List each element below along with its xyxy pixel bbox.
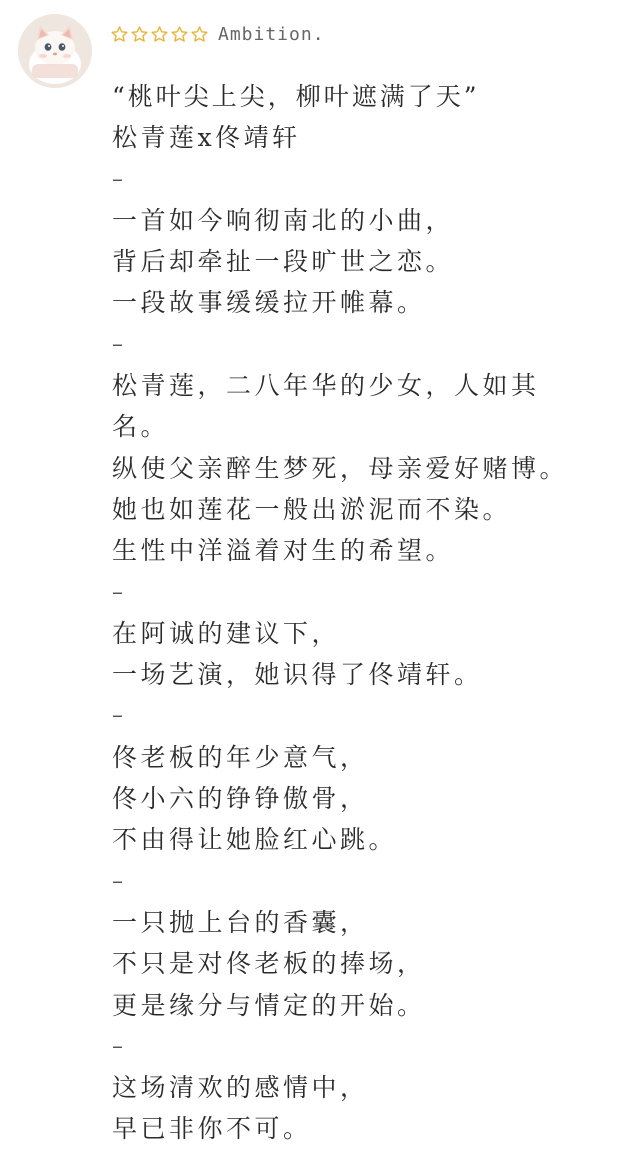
username[interactable]: Ambition. [218, 23, 325, 45]
post-line: 佟老板的年少意气， [112, 742, 369, 772]
star-icon [170, 25, 189, 44]
post-line: 更是缘分与情定的开始。 [112, 990, 426, 1020]
post-line: 一首如今响彻南北的小曲， [112, 205, 455, 235]
section-divider: – [112, 166, 123, 192]
author-meta [110, 20, 325, 48]
star-icon [130, 25, 149, 44]
kitten-avatar-icon [18, 14, 92, 88]
post-line: 不由得让她脸红心跳。 [112, 825, 398, 855]
post-line: 生性中洋溢着对生的希望。 [112, 536, 455, 566]
post-line: 松青莲，二八年华的少女，人如其 [112, 371, 540, 401]
section-divider: – [112, 1033, 123, 1059]
avatar[interactable] [18, 14, 92, 88]
post-line: 背后却牵扯一段旷世之恋。 [112, 247, 455, 277]
section-divider: – [112, 703, 123, 729]
star-icon [110, 25, 129, 44]
section-divider: – [112, 868, 123, 894]
post-line: 纵使父亲醉生梦死，母亲爱好赌博。 [112, 453, 569, 483]
post-line: 一只抛上台的香囊， [112, 907, 369, 937]
post-line: 名。 [112, 412, 170, 442]
post-line: 一段故事缓缓拉开帷幕。 [112, 288, 426, 318]
star-icon [190, 25, 209, 44]
post-body [112, 76, 632, 1150]
star-icon [150, 25, 169, 44]
post-line: “桃叶尖上尖，柳叶遮满了天” [112, 82, 480, 111]
post-line: 松青莲x佟靖轩 [112, 123, 301, 153]
post-line: 她也如莲花一般出淤泥而不染。 [112, 494, 512, 524]
rating-stars [110, 25, 210, 44]
post-line: 早已非你不可。 [112, 1114, 312, 1144]
post-line: 一场艺演，她识得了佟靖轩。 [112, 660, 483, 690]
section-divider: – [112, 579, 123, 605]
post-line: 这场清欢的感情中， [112, 1073, 369, 1103]
section-divider: – [112, 331, 123, 357]
post-line: 佟小六的铮铮傲骨， [112, 784, 369, 814]
post-line: 在阿诚的建议下， [112, 618, 341, 648]
post-line: 不只是对佟老板的捧场， [112, 949, 426, 979]
